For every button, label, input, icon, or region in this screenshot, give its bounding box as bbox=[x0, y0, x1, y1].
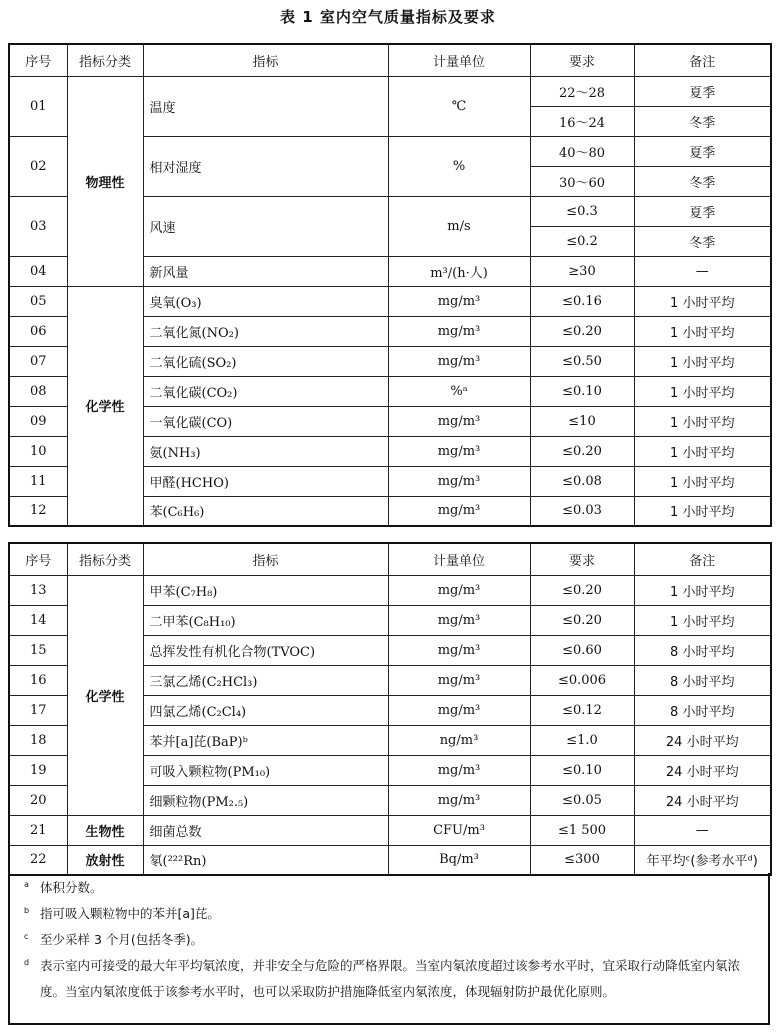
indicator: 氨(NH₃) bbox=[143, 436, 388, 466]
header-requirement: 要求 bbox=[530, 44, 634, 76]
table-row bbox=[9, 845, 771, 875]
header-row bbox=[9, 44, 771, 76]
requirement: ≥30 bbox=[530, 256, 634, 286]
remark: — bbox=[634, 815, 771, 845]
table-row bbox=[9, 76, 771, 106]
indicator: 二氧化氮(NO₂) bbox=[143, 316, 388, 346]
row-no: 07 bbox=[9, 346, 67, 376]
requirement: 16～24 bbox=[530, 106, 634, 136]
row-no: 08 bbox=[9, 376, 67, 406]
unit: Bq/m³ bbox=[388, 845, 530, 875]
category-chemical: 化学性 bbox=[67, 286, 143, 526]
header-remark: 备注 bbox=[634, 44, 771, 76]
remark: 年平均ᶜ(参考水平ᵈ) bbox=[634, 845, 771, 875]
remark: 1 小时平均 bbox=[634, 316, 771, 346]
indicator: 四氯乙烯(C₂Cl₄) bbox=[143, 695, 388, 725]
remark: 1 小时平均 bbox=[634, 466, 771, 496]
requirement: ≤0.20 bbox=[530, 575, 634, 605]
remark: — bbox=[634, 256, 771, 286]
indicator: 温度 bbox=[143, 76, 388, 136]
indicator: 氡(²²²Rn) bbox=[143, 845, 388, 875]
unit: mg/m³ bbox=[388, 316, 530, 346]
remark: 24 小时平均 bbox=[634, 755, 771, 785]
requirement: ≤0.10 bbox=[530, 376, 634, 406]
indicator: 甲醛(HCHO) bbox=[143, 466, 388, 496]
unit: ng/m³ bbox=[388, 725, 530, 755]
row-no: 01 bbox=[9, 76, 67, 136]
footnote-a: a 体积分数。 bbox=[24, 879, 103, 895]
header-remark: 备注 bbox=[634, 543, 771, 575]
footnote-b: b 指可吸入颗粒物中的苯并[a]芘。 bbox=[24, 905, 220, 921]
unit: mg/m³ bbox=[388, 695, 530, 725]
header-unit: 计量单位 bbox=[388, 543, 530, 575]
remark: 24 小时平均 bbox=[634, 785, 771, 815]
remark: 1 小时平均 bbox=[634, 436, 771, 466]
remark: 1 小时平均 bbox=[634, 376, 771, 406]
header-unit: 计量单位 bbox=[388, 44, 530, 76]
requirement: ≤10 bbox=[530, 406, 634, 436]
remark: 8 小时平均 bbox=[634, 635, 771, 665]
unit: % bbox=[388, 136, 530, 196]
remark: 夏季 bbox=[634, 136, 771, 166]
unit: mg/m³ bbox=[388, 406, 530, 436]
requirement: ≤0.20 bbox=[530, 436, 634, 466]
row-no: 05 bbox=[9, 286, 67, 316]
unit: mg/m³ bbox=[388, 755, 530, 785]
indicator: 总挥发性有机化合物(TVOC) bbox=[143, 635, 388, 665]
requirement: 30～60 bbox=[530, 166, 634, 196]
row-no: 22 bbox=[9, 845, 67, 875]
row-no: 03 bbox=[9, 196, 67, 256]
row-no: 19 bbox=[9, 755, 67, 785]
table-row bbox=[9, 575, 771, 605]
indicator: 细颗粒物(PM₂.₅) bbox=[143, 785, 388, 815]
footnote-text: 指可吸入颗粒物中的苯并[a]芘。 bbox=[40, 906, 220, 921]
remark: 夏季 bbox=[634, 76, 771, 106]
row-no: 06 bbox=[9, 316, 67, 346]
header-requirement: 要求 bbox=[530, 543, 634, 575]
row-no: 16 bbox=[9, 665, 67, 695]
category-physical: 物理性 bbox=[67, 76, 143, 286]
remark: 8 小时平均 bbox=[634, 695, 771, 725]
indicator: 新风量 bbox=[143, 256, 388, 286]
row-no: 20 bbox=[9, 785, 67, 815]
header-row bbox=[9, 543, 771, 575]
requirement: ≤0.2 bbox=[530, 226, 634, 256]
header-category: 指标分类 bbox=[67, 543, 143, 575]
remark: 1 小时平均 bbox=[634, 496, 771, 526]
remark: 冬季 bbox=[634, 166, 771, 196]
indicator: 苯并[a]芘(BaP)ᵇ bbox=[143, 725, 388, 755]
remark: 1 小时平均 bbox=[634, 286, 771, 316]
requirement: ≤0.20 bbox=[530, 316, 634, 346]
remark: 8 小时平均 bbox=[634, 665, 771, 695]
requirement: ≤0.20 bbox=[530, 605, 634, 635]
unit: %ᵃ bbox=[388, 376, 530, 406]
indicator: 苯(C₆H₆) bbox=[143, 496, 388, 526]
category-biological: 生物性 bbox=[67, 815, 143, 845]
row-no: 09 bbox=[9, 406, 67, 436]
requirement: ≤0.08 bbox=[530, 466, 634, 496]
unit: m³/(h·人) bbox=[388, 256, 530, 286]
requirement: ≤0.03 bbox=[530, 496, 634, 526]
unit: mg/m³ bbox=[388, 466, 530, 496]
unit: mg/m³ bbox=[388, 436, 530, 466]
table-title: 表 1 室内空气质量指标及要求 bbox=[280, 8, 496, 26]
indicator: 风速 bbox=[143, 196, 388, 256]
requirement: 22～28 bbox=[530, 76, 634, 106]
indicator: 二甲苯(C₈H₁₀) bbox=[143, 605, 388, 635]
unit: mg/m³ bbox=[388, 575, 530, 605]
indicator: 可吸入颗粒物(PM₁₀) bbox=[143, 755, 388, 785]
header-indicator: 指标 bbox=[143, 44, 388, 76]
unit: mg/m³ bbox=[388, 286, 530, 316]
indicator: 细菌总数 bbox=[143, 815, 388, 845]
remark: 夏季 bbox=[634, 196, 771, 226]
header-indicator: 指标 bbox=[143, 543, 388, 575]
row-no: 17 bbox=[9, 695, 67, 725]
header-no: 序号 bbox=[9, 44, 67, 76]
unit: ℃ bbox=[388, 76, 530, 136]
row-no: 18 bbox=[9, 725, 67, 755]
unit: m/s bbox=[388, 196, 530, 256]
requirement: ≤300 bbox=[530, 845, 634, 875]
category-chemical: 化学性 bbox=[67, 575, 143, 815]
indicator: 二氧化碳(CO₂) bbox=[143, 376, 388, 406]
unit: mg/m³ bbox=[388, 635, 530, 665]
remark: 冬季 bbox=[634, 226, 771, 256]
requirement: ≤1 500 bbox=[530, 815, 634, 845]
footnotes bbox=[8, 873, 770, 1025]
unit: mg/m³ bbox=[388, 785, 530, 815]
row-no: 12 bbox=[9, 496, 67, 526]
indicator: 二氧化硫(SO₂) bbox=[143, 346, 388, 376]
requirement: ≤0.006 bbox=[530, 665, 634, 695]
indicator: 甲苯(C₇H₈) bbox=[143, 575, 388, 605]
footnote-text: 体积分数。 bbox=[40, 880, 103, 895]
indicator: 相对湿度 bbox=[143, 136, 388, 196]
requirement: ≤0.16 bbox=[530, 286, 634, 316]
indicator: 三氯乙烯(C₂HCl₃) bbox=[143, 665, 388, 695]
footnote-text: 表示室内可接受的最大年平均氡浓度，并非安全与危险的严格界限。当室内氡浓度超过该参考水平时，宜采取行动降低室内氡浓度。当室内氡浓度低于该参考水平时，也可以采取防护措施降低室内氡浓度，体现辐射防护最优化原则。 bbox=[40, 958, 741, 999]
footnote-text: 至少采样 3 个月(包括冬季)。 bbox=[40, 932, 204, 947]
row-no: 10 bbox=[9, 436, 67, 466]
row-no: 14 bbox=[9, 605, 67, 635]
unit: CFU/m³ bbox=[388, 815, 530, 845]
unit: mg/m³ bbox=[388, 665, 530, 695]
requirement: ≤0.60 bbox=[530, 635, 634, 665]
footnote-c: c 至少采样 3 个月(包括冬季)。 bbox=[24, 931, 204, 947]
unit: mg/m³ bbox=[388, 346, 530, 376]
requirement: ≤0.50 bbox=[530, 346, 634, 376]
indoor-air-quality-table-part2 bbox=[8, 542, 772, 876]
row-no: 04 bbox=[9, 256, 67, 286]
row-no: 13 bbox=[9, 575, 67, 605]
category-radioactive: 放射性 bbox=[67, 845, 143, 875]
indoor-air-quality-table-part1 bbox=[8, 43, 772, 527]
table-row bbox=[9, 815, 771, 845]
unit: mg/m³ bbox=[388, 605, 530, 635]
requirement: ≤0.05 bbox=[530, 785, 634, 815]
row-no: 21 bbox=[9, 815, 67, 845]
footnote-d: d 表示室内可接受的最大年平均氡浓度，并非安全与危险的严格界限。当室内氡浓度超过该参考水平时，宜采取行动降低室内氡浓度。当室内氡浓度低于该参考水平时，也可以采取防护措施降低室内氡浓度，体现辐射防护最优化原则。 bbox=[24, 957, 741, 999]
remark: 24 小时平均 bbox=[634, 725, 771, 755]
requirement: ≤1.0 bbox=[530, 725, 634, 755]
requirement: ≤0.12 bbox=[530, 695, 634, 725]
remark: 1 小时平均 bbox=[634, 605, 771, 635]
remark: 1 小时平均 bbox=[634, 575, 771, 605]
requirement: 40～80 bbox=[530, 136, 634, 166]
indicator: 臭氧(O₃) bbox=[143, 286, 388, 316]
table-row bbox=[9, 286, 771, 316]
remark: 冬季 bbox=[634, 106, 771, 136]
remark: 1 小时平均 bbox=[634, 406, 771, 436]
header-category: 指标分类 bbox=[67, 44, 143, 76]
row-no: 02 bbox=[9, 136, 67, 196]
requirement: ≤0.3 bbox=[530, 196, 634, 226]
row-no: 15 bbox=[9, 635, 67, 665]
unit: mg/m³ bbox=[388, 496, 530, 526]
remark: 1 小时平均 bbox=[634, 346, 771, 376]
header-no: 序号 bbox=[9, 543, 67, 575]
indicator: 一氧化碳(CO) bbox=[143, 406, 388, 436]
requirement: ≤0.10 bbox=[530, 755, 634, 785]
row-no: 11 bbox=[9, 466, 67, 496]
